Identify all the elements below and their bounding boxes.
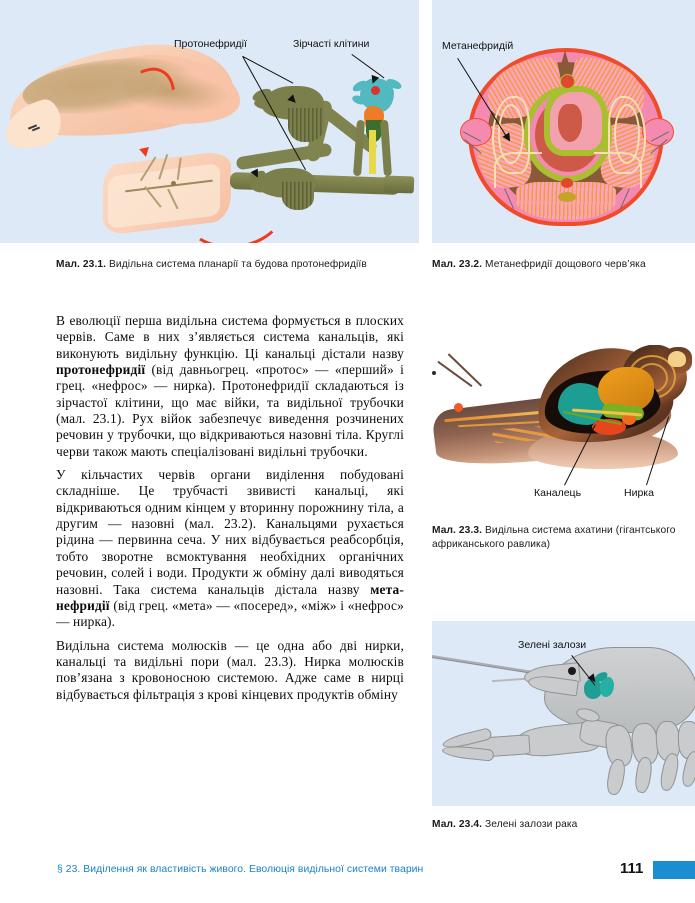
paragraph-1-part-b: (від давньогрец. «протос» — «перший» і грец. «нефрос» — нирка). Протонефридії складаються із зірчастої клітини, що має війки, та видільної трубочки (мал. 23.1). Рух війок забезпечує виведення розчинених речовин у трубочки, що відкриваються назовні тіла. Круглі черви також мають спеціалізовані видільні трубочки. xyxy=(56,362,404,459)
paragraph-1 xyxy=(56,313,404,460)
figure-23-2-panel xyxy=(432,0,695,243)
paragraph-2-part-b: (від грец. «мета» — «посеред», «між» і «нефрос» — нирка). xyxy=(56,597,404,630)
figure-23-1-caption-label: Мал. 23.1. xyxy=(56,259,107,270)
figure-23-4-caption-label: Мал. 23.4. xyxy=(432,819,483,830)
figure-23-3-caption-text: Видільна система ахатини (гігантського африканського равлика) xyxy=(432,525,676,550)
page-number: 111 xyxy=(620,860,644,877)
figure-23-1-caption xyxy=(56,258,386,272)
figure-23-4-caption-text: Зелені залози рака xyxy=(485,819,578,830)
paragraph-2 xyxy=(56,467,404,630)
callout-star-cells: Зірчасті клітини xyxy=(293,38,370,50)
callout-tubule: Каналець xyxy=(534,487,582,499)
callout-protonephridia: Протонефридії xyxy=(174,38,247,50)
figure-23-2-caption xyxy=(432,258,672,272)
paragraph-2-bold-term: мета-нефридії xyxy=(56,581,404,613)
paragraph-3: Видільна система молюсків — це одна або дві нирки, канальці та видільні пори (мал. 23.3). Нирка молюсків пов’язана з кровоносною системою. Адже саме в нирці відбувається фільтрація з крові кінцевих продуктів обміну xyxy=(56,637,404,702)
figure-23-4-panel xyxy=(432,621,695,806)
figure-23-3-caption-label: Мал. 23.3. xyxy=(432,525,483,536)
paragraph-1-bold-term: протонефридії xyxy=(56,362,146,378)
paragraph-1-part-a: В еволюції перша видільна система формується в плоских червів. Саме в них з’являється система канальців, які виконують видільну функцію. Ці канальці дістали назву xyxy=(56,313,404,361)
figure-23-4-caption xyxy=(432,818,677,832)
red-arrow-upper-head xyxy=(139,147,151,158)
figure-23-3-panel xyxy=(432,345,695,510)
footer-section-title: § 23. Виділення як властивість живого. Еволюція видільної системи тварин xyxy=(57,864,424,875)
callout-kidney: Нирка xyxy=(624,487,654,499)
page-marker-tab xyxy=(653,861,695,879)
figure-23-2-caption-label: Мал. 23.2. xyxy=(432,259,483,270)
paragraph-2-part-a: У кільчастих червів органи виділення побудовані складніше. Це трубчасті звивисті канальці, які відкриваються одним кінцем у вторинну порожнину тіла, а другим — назовні (мал. 23.2). Канальцями рухається рідина — первинна сеча. У них відбувається реабсорбція, тобто зворотне всмоктування необхідних органічних речовин, солей і води. Продукти ж обміну далі виводяться назовні. Така система канальців дістала назву xyxy=(56,467,404,597)
callout-green-glands: Зелені залози xyxy=(518,639,587,651)
body-text-column xyxy=(56,313,404,710)
figure-23-1-panel xyxy=(0,0,419,243)
figure-23-3-caption xyxy=(432,524,677,552)
figure-23-2-caption-text: Метанефридії дощового черв’яка xyxy=(485,259,646,270)
leader-star-cells xyxy=(351,54,384,78)
callout-metanephridium: Метанефридій xyxy=(442,40,514,52)
figure-23-1-caption-text: Видільна система планарії та будова протонефридіїв xyxy=(109,259,367,270)
